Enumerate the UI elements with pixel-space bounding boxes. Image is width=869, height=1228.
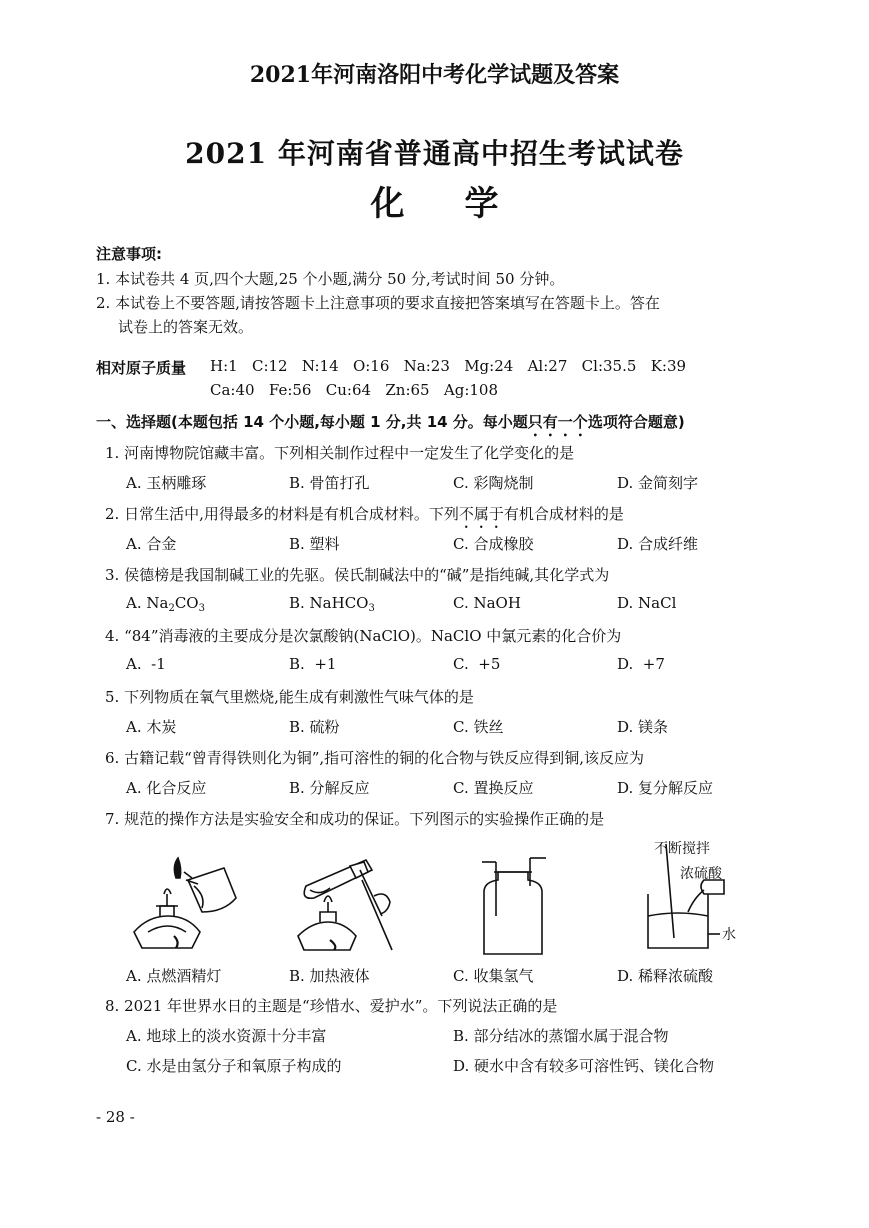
question-1-option-b: B. 骨笛打孔 — [289, 474, 370, 492]
question-4-stem: 4. “84”消毒液的主要成分是次氯酸钠(NaClO)。NaClO 中氯元素的化合价为 — [105, 627, 622, 645]
subject-title: 化学 — [370, 184, 559, 224]
question-4-option-d: D. +7 — [617, 655, 665, 673]
question-2-option-b: B. 塑料 — [289, 535, 340, 553]
question-5-option-b: B. 硫粉 — [289, 718, 340, 736]
question-1-stem: 1. 河南博物院馆藏丰富。下列相关制作过程中一定发生了化学变化的是 — [105, 444, 575, 462]
question-5-option-a: A. 木炭 — [126, 718, 177, 736]
formula-part: A. Na — [126, 594, 169, 612]
question-3-stem: 3. 侯德榜是我国制碱工业的先驱。侯氏制碱法中的“碱”是指纯碱,其化学式为 — [105, 566, 610, 584]
question-2-stem-part-2: 有机合成材料的是 — [503, 505, 624, 523]
question-2-option-c: C. 合成橡胶 — [453, 535, 534, 553]
question-2-stem — [105, 503, 624, 532]
formula-part: CO — [174, 594, 199, 612]
question-2-stem-part-1: 2. 日常生活中,用得最多的材料是有机合成材料。下列 — [105, 505, 459, 523]
question-4-option-b: B. +1 — [289, 655, 337, 673]
question-8-option-c: C. 水是由氢分子和氧原子构成的 — [126, 1057, 342, 1075]
formula-subscript: 2 — [168, 603, 175, 614]
question-3-option-d: D. NaCl — [617, 594, 677, 612]
question-2-stem-emphasis: 不属于 — [458, 505, 504, 523]
question-1-option-d: D. 金简刻字 — [617, 474, 699, 492]
figure-label-stirring: 不断搅拌 — [654, 841, 710, 857]
question-7-option-a: A. 点燃酒精灯 — [126, 967, 222, 985]
question-6-option-d: D. 复分解反应 — [617, 779, 714, 797]
section-1-heading-tail: 选项符合题意) — [587, 413, 685, 431]
question-1-option-c: C. 彩陶烧制 — [453, 474, 534, 492]
question-6-stem: 6. 古籍记载“曾青得铁则化为铜”,指可溶性的铜的化合物与铁反应得到铜,该反应为 — [105, 749, 644, 767]
exam-title: 2021 年河南省普通高中招生考试试卷 — [185, 137, 684, 170]
section-1-heading-body: (本题包括 14 个小题,每小题 1 分,共 14 分。每小题 — [171, 413, 528, 431]
formula-part: B. NaHCO — [289, 594, 369, 612]
question-6-option-c: C. 置换反应 — [453, 779, 534, 797]
question-5-option-c: C. 铁丝 — [453, 718, 504, 736]
question-5-stem: 5. 下列物质在氧气里燃烧,能生成有刺激性气味气体的是 — [105, 688, 474, 706]
question-8-option-d: D. 硬水中含有较多可溶性钙、镁化合物 — [453, 1057, 715, 1075]
question-3-option-b — [289, 594, 375, 614]
question-7-option-b: B. 加热液体 — [289, 967, 370, 985]
question-4-option-c: C. +5 — [453, 655, 501, 673]
question-8-option-a: A. 地球上的淡水资源十分丰富 — [126, 1027, 327, 1045]
alcohol-lamp-lighting-figure — [128, 850, 240, 950]
notice-item-1: 1. 本试卷共 4 页,四个大题,25 个小题,满分 50 分,考试时间 50 分钟。 — [96, 270, 565, 288]
question-6-option-b: B. 分解反应 — [289, 779, 370, 797]
question-4-option-a: A. -1 — [126, 655, 166, 673]
notice-item-2-line-2: 试卷上的答案无效。 — [118, 318, 254, 336]
heating-liquid-figure — [290, 846, 400, 956]
section-1-heading-emphasis: 只有一个 — [527, 413, 588, 431]
question-3-option-c: C. NaOH — [453, 594, 521, 612]
question-2-option-a: A. 合金 — [126, 535, 177, 553]
figure-label-concentrated-acid: 浓硫酸 — [680, 866, 722, 882]
section-1-heading-label: 一、选择题 — [96, 413, 172, 431]
page-number: - 28 - — [96, 1108, 135, 1126]
figure-label-water: 水 — [722, 927, 736, 943]
question-2-option-d: D. 合成纤维 — [617, 535, 699, 553]
atomic-mass-line-2: Ca:40 Fe:56 Cu:64 Zn:65 Ag:108 — [210, 381, 499, 399]
atomic-mass-line-1: H:1 C:12 N:14 O:16 Na:23 Mg:24 Al:27 Cl:35.5 K:39 — [210, 357, 687, 375]
notice-item-2-line-1: 2. 本试卷上不要答题,请按答题卡上注意事项的要求直接把答案填写在答题卡上。答在 — [96, 294, 660, 312]
notice-heading: 注意事项: — [96, 245, 162, 263]
question-7-option-c: C. 收集氢气 — [453, 967, 534, 985]
document-title: 2021年河南洛阳中考化学试题及答案 — [249, 62, 620, 88]
formula-subscript: 3 — [368, 603, 375, 614]
question-5-option-d: D. 镁条 — [617, 718, 669, 736]
formula-subscript: 3 — [198, 603, 205, 614]
question-3-option-a — [126, 594, 205, 614]
question-7-stem: 7. 规范的操作方法是实验安全和成功的保证。下列图示的实验操作正确的是 — [105, 810, 605, 828]
gas-collection-bottle-figure — [478, 856, 548, 956]
question-8-stem: 8. 2021 年世界水日的主题是“珍惜水、爱护水”。下列说法正确的是 — [105, 997, 558, 1015]
question-8-option-b: B. 部分结冰的蒸馏水属于混合物 — [453, 1027, 669, 1045]
atomic-mass-label: 相对原子质量 — [96, 359, 187, 377]
question-7-option-d: D. 稀释浓硫酸 — [617, 967, 714, 985]
section-1-heading — [96, 411, 685, 440]
question-6-option-a: A. 化合反应 — [126, 779, 207, 797]
question-1-option-a: A. 玉柄雕琢 — [126, 474, 207, 492]
